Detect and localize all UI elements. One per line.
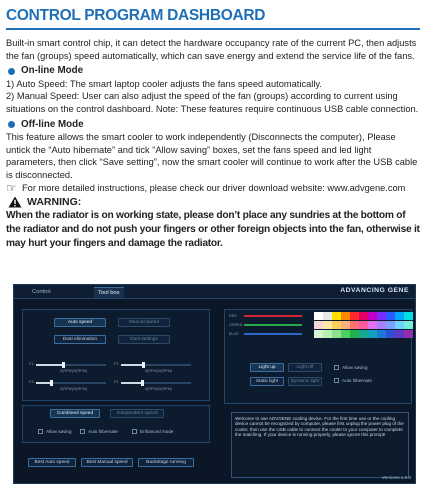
online-heading-text: On-line Mode	[21, 65, 84, 77]
allow-saving-light-checkbox[interactable]	[334, 365, 339, 370]
intro-paragraph: Built-in smart control chip, it can detect the hardware occupancy rate of the current PC, then adjusts the fan (groups) speed automatically, which can save energy and extend the service life of the fans.	[6, 38, 417, 61]
fan-slider-f2[interactable]	[121, 364, 191, 366]
combined-speed-button[interactable]: Combined speed	[50, 409, 100, 418]
title-bar	[6, 6, 420, 30]
instructions-text: For more detailed instructions, please check our driver download website: www.advgene.com	[22, 182, 406, 193]
color-palette[interactable]	[314, 312, 413, 339]
tab-control[interactable]: Control	[32, 289, 51, 295]
best-manual-speed-button[interactable]: Best Manual speed	[81, 458, 133, 467]
green-label: GREEN	[229, 323, 243, 327]
fan-rpm-f2: 0(RPM)/0(RPM)	[145, 369, 173, 373]
color-swatch[interactable]	[323, 312, 332, 320]
fan-slider-knob[interactable]	[62, 362, 65, 368]
fan-slider-knob[interactable]	[50, 380, 53, 386]
warning-heading	[6, 196, 422, 209]
color-swatch[interactable]	[359, 312, 368, 320]
fan-control-panel	[22, 309, 210, 401]
color-swatch[interactable]	[377, 312, 386, 320]
fan-rpm-f4: 0(RPM)/0(RPM)	[145, 387, 173, 391]
document-body	[6, 37, 422, 251]
auto-hibernate-label: Auto hibernate	[88, 429, 118, 434]
instructions-line	[6, 182, 422, 195]
color-swatch[interactable]	[377, 321, 386, 329]
fan-slider-knob[interactable]	[141, 380, 144, 386]
color-swatch[interactable]	[350, 321, 359, 329]
online-heading	[6, 65, 422, 78]
fan-rpm-f3: 0(RPM)/0(RPM)	[60, 387, 88, 391]
color-swatch[interactable]	[359, 321, 368, 329]
welcome-message	[231, 412, 409, 478]
fan-slider-fill	[36, 364, 63, 366]
page-title: CONTROL PROGRAM DASHBOARD	[6, 7, 266, 24]
color-swatch[interactable]	[350, 330, 359, 338]
brand-logo: ADVANCING GENE	[340, 287, 409, 294]
color-swatch[interactable]	[368, 312, 377, 320]
color-swatch[interactable]	[395, 312, 404, 320]
independent-speed-button[interactable]: Independent speed	[110, 409, 164, 418]
control-dashboard-screenshot	[13, 284, 416, 484]
fan-label-f1: F1	[29, 362, 34, 366]
dust-elimination-button[interactable]: Dust elimination	[54, 335, 106, 344]
fan-label-f2: F2	[114, 362, 119, 366]
color-swatch[interactable]	[404, 321, 413, 329]
fan-slider-fill	[121, 364, 143, 366]
color-swatch[interactable]	[386, 330, 395, 338]
color-swatch[interactable]	[368, 321, 377, 329]
online-item-auto: 1) Auto Speed: The smart laptop cooler adjusts the fans speed automatically.	[6, 78, 322, 89]
version-label: Versions 1.0.8	[381, 475, 411, 480]
color-swatch[interactable]	[386, 321, 395, 329]
welcome-message-text: Welcome to use ADVGENE cooling device. For the first time use or the cooling device cannot be recognized by computer, please first unplug the power plug of the cooler, then use the USB cable to connect the cooler to your computer to complete the matching. If your device is running properly, please ignore this prompt!	[235, 416, 404, 438]
fan-slider-f3[interactable]	[36, 382, 106, 384]
color-swatch[interactable]	[341, 312, 350, 320]
static-light-button[interactable]: Static light	[250, 377, 284, 386]
color-swatch[interactable]	[323, 330, 332, 338]
manual-speed-button[interactable]: Manual speed	[118, 318, 170, 327]
offline-heading-text: Off-line Mode	[21, 118, 84, 130]
color-swatch[interactable]	[332, 321, 341, 329]
bullet-icon	[8, 121, 15, 128]
dynamic-light-button[interactable]: Dynamic light	[288, 377, 322, 386]
best-auto-speed-button[interactable]: Best Auto speed	[28, 458, 76, 467]
auto-hibernate-light-label: Auto hibernate	[342, 378, 372, 383]
offline-body: This feature allows the smart cooler to work independently (Disconnects the computer), Please untick the “Auto hibernate” and tick “Allow saving” boxes, set the fans speed and led light parameters, then click “Save setting”, now the smart cooler will continue to work after the USB cable is disconnected.	[6, 132, 418, 180]
color-swatch[interactable]	[341, 321, 350, 329]
fan-slider-f1[interactable]	[36, 364, 106, 366]
fan-label-f3: F3	[29, 380, 34, 384]
auto-speed-button[interactable]: Auto speed	[54, 318, 106, 327]
color-swatch[interactable]	[377, 330, 386, 338]
blue-label: BLUE	[229, 332, 239, 336]
fan-label-f4: F4	[114, 380, 119, 384]
blue-slider[interactable]	[244, 333, 302, 335]
dust-settings-button[interactable]: Dust settings	[118, 335, 170, 344]
auto-hibernate-checkbox[interactable]	[80, 429, 85, 434]
allow-saving-light-label: Allow saving	[342, 365, 368, 370]
warning-body: When the radiator is on working state, please don’t place any sundries at the bottom of the radiator and do not push your fingers or other foreign objects into the fan, otherwise it may hurt your fingers and damage the radiator.	[6, 209, 420, 250]
enhanced-mode-checkbox[interactable]	[132, 429, 137, 434]
light-off-button[interactable]: Light off	[288, 363, 322, 372]
app-tabbar	[14, 285, 415, 299]
color-swatch[interactable]	[404, 312, 413, 320]
fan-slider-f4[interactable]	[121, 382, 191, 384]
fan-slider-knob[interactable]	[142, 362, 145, 368]
allow-saving-label: Allow saving	[46, 429, 72, 434]
color-swatch[interactable]	[332, 312, 341, 320]
fan-slider-fill	[36, 382, 51, 384]
fan-slider-fill	[121, 382, 142, 384]
color-swatch[interactable]	[314, 321, 323, 329]
enhanced-mode-label: Enhanced mode	[140, 429, 174, 434]
fan-rpm-f1: 0(RPM)/0(RPM)	[60, 369, 88, 373]
auto-hibernate-light-checkbox[interactable]	[334, 378, 339, 383]
color-swatch[interactable]	[395, 321, 404, 329]
warning-icon	[8, 196, 22, 208]
offline-heading	[6, 119, 422, 132]
color-swatch[interactable]	[359, 330, 368, 338]
color-swatch[interactable]	[314, 312, 323, 320]
color-swatch[interactable]	[350, 312, 359, 320]
color-swatch[interactable]	[323, 321, 332, 329]
red-slider[interactable]	[244, 315, 302, 317]
light-up-button[interactable]: Light up	[250, 363, 284, 372]
color-swatch[interactable]	[404, 330, 413, 338]
color-swatch[interactable]	[314, 330, 323, 338]
online-item-manual: 2) Manual Speed: User can also adjust the speed of the fan (groups) according to current using situations on the control dashboard. Note: These features require continuous USB cable connection.	[6, 91, 419, 114]
color-swatch[interactable]	[341, 330, 350, 338]
color-swatch[interactable]	[332, 330, 341, 338]
green-slider[interactable]	[244, 324, 302, 326]
warning-heading-text: WARNING:	[27, 196, 82, 209]
red-label: RED	[229, 314, 238, 318]
color-swatch[interactable]	[395, 330, 404, 338]
color-swatch[interactable]	[386, 312, 395, 320]
color-swatch[interactable]	[368, 330, 377, 338]
allow-saving-checkbox[interactable]	[38, 429, 43, 434]
backstage-running-button[interactable]: Backstage running	[138, 458, 194, 467]
bullet-icon	[8, 68, 15, 75]
pointing-hand-icon: ☞	[6, 180, 17, 195]
tab-toolbox[interactable]: Tool box	[94, 287, 124, 298]
